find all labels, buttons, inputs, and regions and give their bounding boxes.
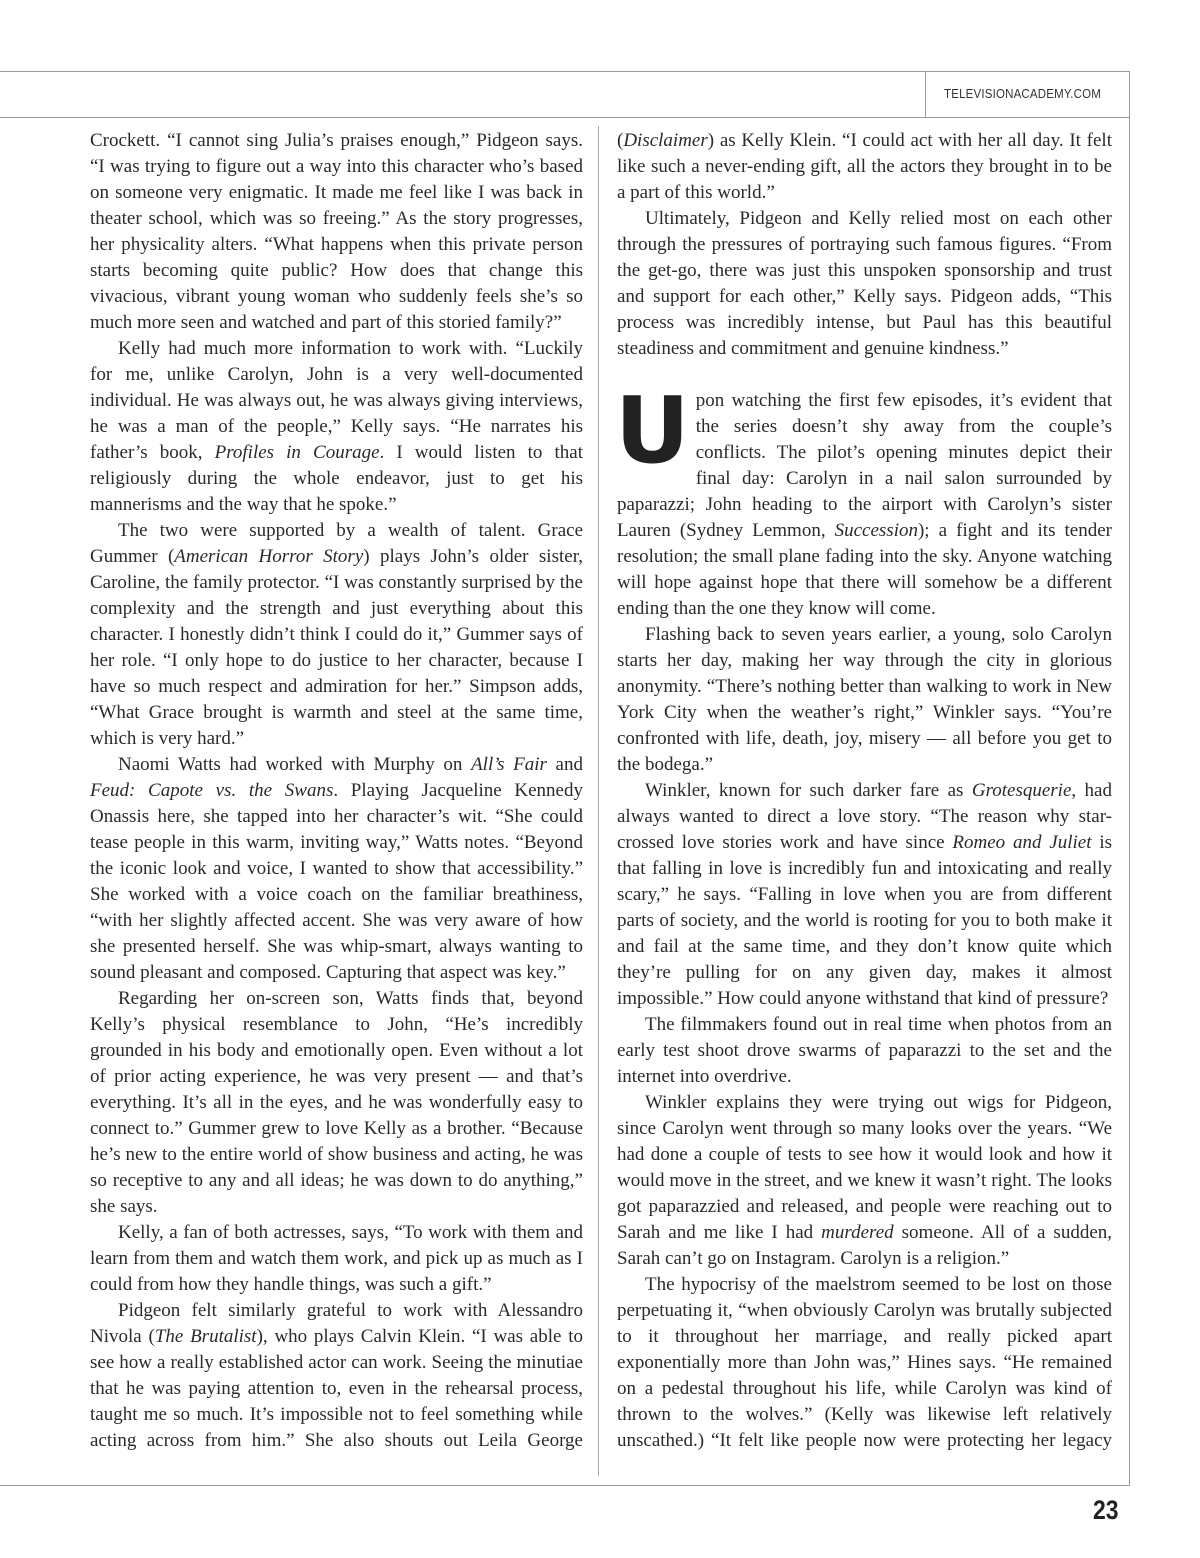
frame-right-rule: [1129, 71, 1130, 1486]
text-run: Ultimately, Pidgeon and Kelly relied most on each other through the pressures of portraying such famous figures. “From the get-go, there was just this unspoken sponsorship and trust and support for each other,” Kelly says. Pidgeon adds, “This process was incredibly intense, but Paul has this beautiful steadiness and commitment and genuine kindness.”: [617, 208, 1112, 359]
text-run: ); a fight and its tender resolution; the small plane fading into the sky. Anyone watching will hope against hope that there will somehow be a different ending than the one they know will come.: [617, 520, 1112, 619]
italic-title: Feud: Capote vs. the Swans: [90, 780, 334, 801]
article-column-left: [90, 128, 583, 1454]
page-number: 23: [1093, 1495, 1119, 1525]
italic-title: murdered: [821, 1222, 894, 1243]
article-paragraph: [615, 377, 1112, 622]
italic-title: Romeo and Juliet: [952, 832, 1092, 853]
text-run: The two were supported by a wealth of talent. Grace Gummer (: [90, 520, 583, 567]
text-run: Kelly had much more information to work with. “Luckily for me, unlike Carolyn, John is a very well-documented individual. He was always out, he was always giving interviews, he was a man of the people,” Kelly says. “He narrates his father’s book,: [90, 338, 583, 463]
text-run: The hypocrisy of the maelstrom seemed to be lost on those perpetuating it, “when obviously Carolyn was brutally subjected to it throughout her marriage, and really picked apart exponentially more than John was,” Hines says. “He remained on a pedestal throughout his life, while Carolyn was kind of thrown to the wolves.” (Kelly was likewise left relatively unscathed.) “It felt like people now were protecting her legacy: [617, 1274, 1112, 1451]
article-paragraph: [617, 778, 1112, 1012]
header-divider: [925, 71, 926, 118]
italic-title: Succession: [834, 520, 918, 541]
italic-title: All’s Fair: [471, 754, 547, 775]
text-run: . Playing Jacqueline Kennedy Onassis here, she tapped into her character’s wit. “She could tease people in this warm, inviting way,” Watts notes. “Beyond the iconic look and voice, I wanted to show that accessibility.” She worked with a voice coach on the familiar breathiness, “with her slightly affected accent. She was very aware of how she presented herself. She was whip-smart, always wanting to sound pleasant and composed. Capturing that aspect was key.”: [90, 780, 583, 983]
frame-bottom-rule: [0, 1485, 1130, 1486]
site-url: TELEVISIONACADEMY.COM: [944, 87, 1102, 101]
article-paragraph: [617, 622, 1112, 778]
text-run: pon watching the first few episodes, it’s evident that the series doesn’t shy away from the couple’s conflicts. The pilot’s opening minutes depict their final day: Carolyn in a nail salon surrounded by paparazzi; John heading to the airport with Carolyn’s sister Lauren (Sydney Lemmon,: [617, 390, 1112, 541]
text-run: Kelly, a fan of both actresses, says, “To work with them and learn from them and watch them work, and pick up as much as I could from how they handle things, was such a gift.”: [90, 1222, 583, 1295]
article-paragraph: [90, 518, 583, 752]
text-run: Winkler, known for such darker fare as: [645, 780, 972, 801]
text-run: and: [546, 754, 583, 775]
text-run: ), who plays Calvin Klein. “I was able to see how a really established actor can work. Seeing the minutiae that he was paying attention to, even in the rehearsal process, taught me so much. It’s impossible not to feel something while acting across from him.” She also shouts out Leila George: [90, 1326, 583, 1451]
header-rule: [0, 117, 1130, 118]
article-paragraph: [90, 752, 583, 986]
text-run: someone. All of a sudden, Sarah can’t go on Instagram. Carolyn is a religion.”: [617, 1222, 1113, 1269]
drop-cap: U: [615, 377, 690, 484]
column-divider: [598, 126, 599, 1476]
text-run: The filmmakers found out in real time when photos from an early test shoot drove swarms of paparazzi to the set and the internet into overdrive.: [617, 1014, 1112, 1087]
article-paragraph: [617, 1012, 1112, 1090]
article-paragraph: [617, 128, 1112, 206]
italic-title: The Brutalist: [154, 1326, 257, 1347]
text-run: Crockett. “I cannot sing Julia’s praises enough,” Pidgeon says. “I was trying to figure out a way into this character who’s based on someone very enigmatic. It made me feel like I was back in theater school, which was so freeing.” As the story progresses, her physicality alters. “What happens when this private person starts becoming quite public? How does that change this vivacious, vibrant young woman who suddenly feels she’s so much more seen and watched and part of this storied family?”: [90, 130, 583, 333]
frame-top-rule: [0, 71, 1130, 72]
text-run: Regarding her on-screen son, Watts finds that, beyond Kelly’s physical resemblance to John, “He’s incredibly grounded in his body and emotionally open. Even without a lot of prior acting experience, he was very present — and that’s everything. It’s all in the eyes, and he was wonderfully easy to connect to.” Gummer grew to love Kelly as a brother. “Because he’s new to the entire world of show business and acting, he was so receptive to any and all ideas; he was down to do anything,” she says.: [90, 988, 583, 1217]
italic-title: Disclaimer: [623, 130, 708, 151]
italic-title: Profiles in Courage: [214, 442, 380, 463]
text-run: , had always wanted to direct a love story. “The reason why star-crossed love stories work and have since: [617, 780, 1112, 853]
article-paragraph: [617, 1272, 1112, 1454]
article-paragraph: [617, 206, 1112, 362]
text-run: Winkler explains they were trying out wigs for Pidgeon, since Carolyn went through so many looks over the years. “We had done a couple of tests to see how it would look and how it would move in the street, and we knew it wasn’t right. The looks got paparazzied and released, and people were reaching out to Sarah and me like I had: [617, 1092, 1112, 1243]
text-run: (: [617, 130, 624, 151]
text-run: ) as Kelly Klein. “I could act with her all day. It felt like such a never-ending gift, all the actors they brought in to be a part of this world.”: [617, 130, 1112, 203]
article-paragraph: [90, 1220, 583, 1298]
text-run: Naomi Watts had worked with Murphy on: [118, 754, 472, 775]
article-paragraph: [90, 336, 583, 518]
article-paragraph: [90, 128, 583, 336]
text-run: Pidgeon felt similarly grateful to work with Alessandro Nivola (: [90, 1300, 583, 1347]
text-run: is that falling in love is incredibly fun and intoxicating and really scary,” he says. “Falling in love when you are from different parts of society, and the world is rooting for you to both make it and fail at the same time, and they don’t know quite which they’re pulling for on any given day, makes it almost impossible.” How could anyone withstand that kind of pressure?: [617, 832, 1113, 1009]
text-run: ) plays John’s older sister, Caroline, the family protector. “I was constantly surprised by the complexity and the strength and just everything about this character. I honestly didn’t think I could do it,” Gummer says of her role. “I only hope to do justice to her character, because I have so much respect and admiration for her.” Simpson adds, “What Grace brought is warmth and steel at the same time, which is very hard.”: [90, 546, 584, 749]
italic-title: American Horror Story: [174, 546, 364, 567]
text-run: . I would listen to that religiously during the whole endeavor, just to get his mannerisms and the way that he spoke.”: [90, 442, 583, 515]
article-paragraph: [90, 1298, 583, 1454]
italic-title: Grotesquerie: [971, 780, 1072, 801]
text-run: Flashing back to seven years earlier, a young, solo Carolyn starts her day, making her way through the city in glorious anonymity. “There’s nothing better than walking to work in New York City when the weather’s right,” Winkler says. “You’re confronted with life, death, joy, misery — all before you get to the bodega.”: [617, 624, 1112, 775]
article-paragraph: [617, 1090, 1112, 1272]
article-paragraph: [90, 986, 583, 1220]
article-column-right: [617, 128, 1112, 1454]
